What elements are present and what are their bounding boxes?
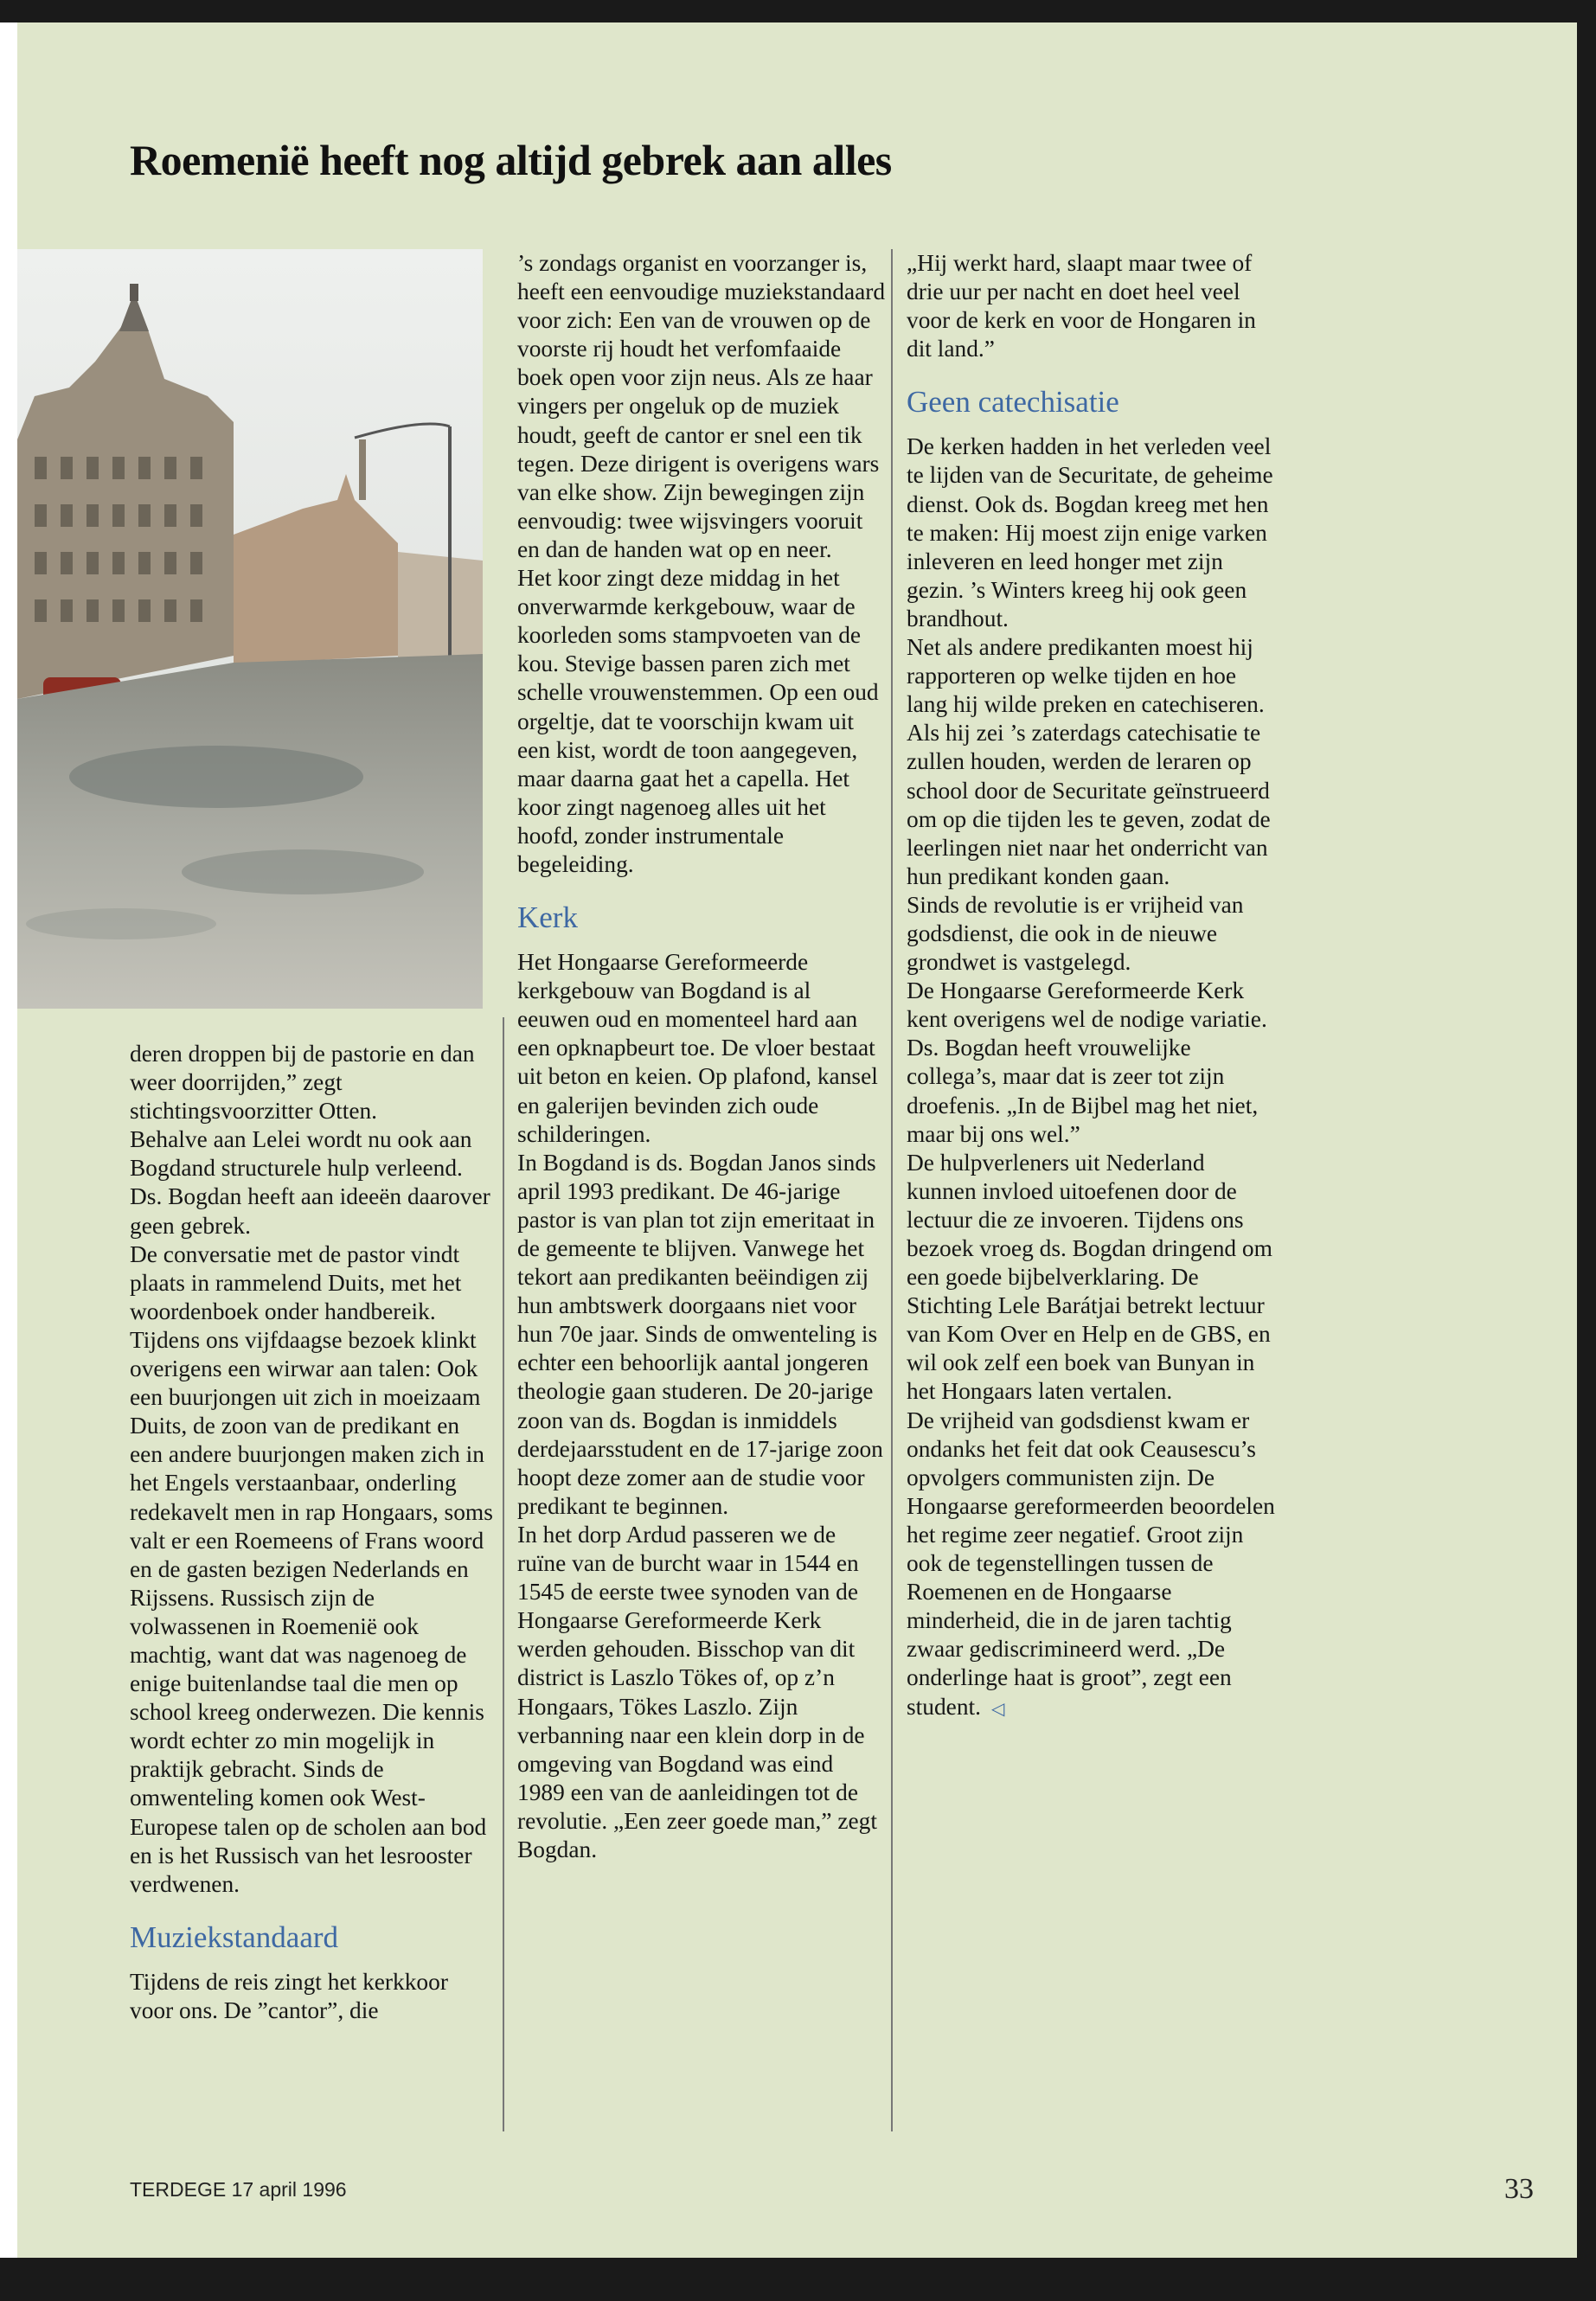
column-rule-1 bbox=[503, 1017, 504, 2131]
paragraph-text: De vrijheid van godsdienst kwam er ondanks het feit dat ook Ceausescu’s opvolgers communisten zijn. De Hongaarse gereformeerden beoordelen het regime zeer negatief. Groot zijn ook de tegenstellingen tussen de Roemenen en de Hongaarse minderheid, die in de jaren tachtig zwaar gediscrimineerd werd. „De onderlinge haat is groot”, zegt een student. bbox=[907, 1407, 1275, 1720]
scan-border-bottom bbox=[0, 2258, 1596, 2301]
paragraph: In Bogdand is ds. Bogdan Janos sinds april 1993 predikant. De 46-jarige pastor is van plan tot zijn emeritaat in de gemeente te blijven. Vanwege het tekort aan predikanten beëindigen zij hun ambtswerk doorgaans niet voor hun 70e jaar. Sinds de omwenteling is echter een behoorlijk aantal jongeren theologie gaan studeren. De 20-jarige zoon van ds. Bogdan is inmiddels derdejaarsstudent en de 17-jarige zoon hoopt deze zomer aan de studie voor predikant te beginnen. bbox=[517, 1149, 883, 1519]
paragraph: De kerken hadden in het verleden veel te lijden van de Securitate, de geheime dienst. Ook ds. Bogdan kreeg met hen te maken: Hij moest zijn enige varken inleveren en leed honger met zijn gezin. ’s Winters kreeg hij ook geen brandhout. bbox=[907, 433, 1273, 631]
page-number: 33 bbox=[1504, 2173, 1534, 2205]
article-title: Roemenië heeft nog altijd gebrek aan alles bbox=[130, 136, 892, 184]
paragraph: De conversatie met de pastor vindt plaats in rammelend Duits, met het woordenboek onder handbereik. Tijdens ons vijfdaagse bezoek klinkt overigens een wirwar aan talen: Ook een buurjongen uit zich in moeizaam Duits, de zoon van de predikant en een andere buurjongen maken zich in het Engels verstaanbaar, onderling redekavelt men in rap Hongaars, soms valt er een Roemeens of Frans woord en de gasten bezigen Nederlands en Rijssens. Russisch zijn de volwassenen in Roemenië ook machtig, want dat was nagenoeg de enige buitenlandse taal die men op school kreeg onderwezen. Die kennis wordt echter zo min mogelijk in praktijk gebracht. Sinds de omwenteling komen ook West-Europese talen op de scholen aan bod en is het Russisch van het lesrooster verdwenen. bbox=[130, 1240, 493, 1897]
paragraph: Behalve aan Lelei wordt nu ook aan Bogdand structurele hulp verleend. Ds. Bogdan heeft aan ideeën daarover geen gebrek. bbox=[130, 1126, 490, 1239]
subheading-geen-catechisatie: Geen catechisatie bbox=[907, 385, 1119, 420]
paragraph: In het dorp Ardud passeren we de ruïne van de burcht waar in 1544 en 1545 de eerste twee synoden van de Hongaarse Gereformeerde Kerk werden gehouden. Bisschop van dit district is Laszlo Tökes of, op z’n Hongaars, Tökes Laszlo. Zijn verbanning naar een klein dorp in de omgeving van Bogdand was eind 1989 een van de aanleidingen tot de revolutie. „Een zeer goede man,” zegt Bogdan. bbox=[517, 1521, 877, 1862]
street-photo bbox=[17, 249, 483, 1009]
article-column-1 bbox=[130, 1040, 493, 2025]
scan-border-top bbox=[0, 0, 1596, 22]
magazine-page bbox=[17, 22, 1577, 2258]
paragraph: De hulpverleners uit Nederland kunnen invloed uitoefenen door de lectuur die ze invoeren. Tijdens ons bezoek vroeg ds. Bogdan dringend om een goede bijbelverklaring. De Stichting Lele Barátjai betrekt lectuur van Kom Over en Help en de GBS, en wil ook zelf een boek van Bunyan in het Hongaars laten vertalen. bbox=[907, 1149, 1272, 1405]
paragraph: Tijdens de reis zingt het kerkkoor voor ons. De ”cantor”, die bbox=[130, 1968, 448, 2023]
publication-footer: TERDEGE 17 april 1996 bbox=[130, 2178, 347, 2201]
paragraph: Het koor zingt deze middag in het onverwarmde kerkgebouw, waar de koorleden soms stampvoeten van de kou. Stevige bassen paren zich met schelle vrouwenstemmen. Op een oud orgeltje, dat te voorschijn kwam uit een kist, wordt de toon aangegeven, maar daarna gaat het a capella. Het koor zingt nagenoeg alles uit het hoofd, zonder instrumentale begeleiding. bbox=[517, 565, 879, 877]
subheading-kerk: Kerk bbox=[517, 901, 578, 935]
column-rule-2 bbox=[891, 249, 893, 2131]
paragraph: De Hongaarse Gereformeerde Kerk kent overigens wel de nodige variatie. Ds. Bogdan heeft vrouwelijke collega’s, maar dat is zeer tot zijn droefenis. „In de Bijbel mag het niet, maar bij ons wel.” bbox=[907, 977, 1267, 1147]
scan-border-right bbox=[1577, 0, 1596, 2301]
paragraph: ’s zondags organist en voorzanger is, heeft een eenvoudige muziekstandaard voor zich: Een van de vrouwen op de voorste rij houdt het verfomfaaide boek open voor zijn neus. Als ze haar vingers per ongeluk op de muziek houdt, geeft de cantor er snel een tik tegen. Deze dirigent is overigens wars van elke show. Zijn bewegingen zijn eenvoudig: twee wijsvingers vooruit en dan de handen wat op en neer. bbox=[517, 250, 886, 562]
article-column-3 bbox=[907, 249, 1279, 1724]
subheading-muziekstandaard: Muziekstandaard bbox=[130, 1920, 339, 1954]
paragraph: „Hij werkt hard, slaapt maar twee of drie uur per nacht en doet heel veel voor de kerk en voor de Hongaren in dit land.” bbox=[907, 250, 1256, 362]
paragraph: deren droppen bij de pastorie en dan weer doorrijden,” zegt stichtingsvoorzitter Otten. bbox=[130, 1041, 475, 1125]
paragraph: Het Hongaarse Gereformeerde kerkgebouw van Bogdand is al eeuwen oud en momenteel hard aan een opknapbeurt toe. De vloer bestaat uit beton en keien. Op plafond, kansel en galerijen bevinden zich oude schilderingen. bbox=[517, 949, 878, 1147]
paragraph-last bbox=[907, 1407, 1279, 1724]
paragraph: Sinds de revolutie is er vrijheid van godsdienst, die ook in de nieuwe grondwet is vastgelegd. bbox=[907, 891, 1244, 976]
end-mark-icon: ◁ bbox=[990, 1699, 1005, 1719]
article-column-2 bbox=[517, 249, 886, 1864]
paragraph: Net als andere predikanten moest hij rapporteren op welke tijden en hoe lang hij wilde preken en catechiseren. Als hij zei ’s zaterdags catechisatie te zullen houden, werden de leraren op school door de Securitate geïnstrueerd om op die tijden les te geven, zodat de leerlingen niet naar het onderricht van hun predikant konden gaan. bbox=[907, 634, 1271, 889]
